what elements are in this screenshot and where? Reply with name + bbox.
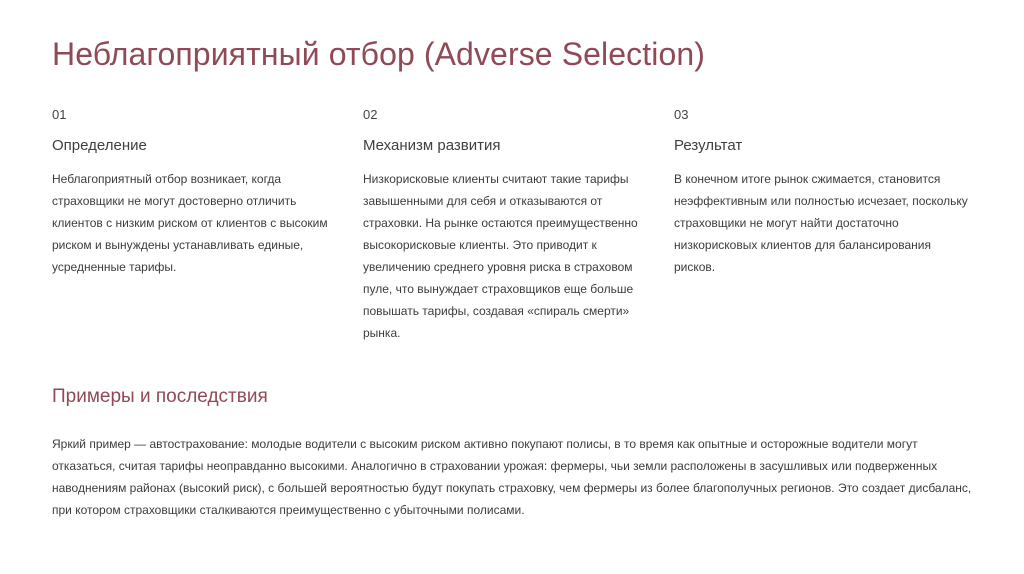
column-definition xyxy=(52,106,344,278)
column-result xyxy=(674,106,974,278)
column-number: 01 xyxy=(52,107,67,122)
column-text: В конечном итоге рынок сжимается, становится неэффективным или полностью исчезает, поскольку страховщики не могут найти достаточно низкорисковых клиентов для балансирования рисков. xyxy=(674,172,968,274)
column-number: 02 xyxy=(363,107,378,122)
column-heading: Результат xyxy=(674,137,743,154)
page-title: Неблагоприятный отбор (Adverse Selection) xyxy=(52,36,705,72)
column-text: Низкорисковые клиенты считают такие тарифы завышенными для себя и отказываются от страховки. На рынке остаются преимущественно высокорисковые клиенты. Это приводит к увеличению среднего уровня риска в страховом пуле, что вынуждает страховщиков еще больше повышать тарифы, создавая «спираль смерти» рынка. xyxy=(363,172,638,340)
examples-heading: Примеры и последствия xyxy=(52,386,268,407)
column-text: Неблагоприятный отбор возникает, когда страховщики не могут достоверно отличить клиентов с низким риском от клиентов с высоким риском и вынуждены устанавливать единые, усредненные тарифы. xyxy=(52,172,328,274)
column-number: 03 xyxy=(674,107,689,122)
examples-text: Яркий пример — автострахование: молодые водители с высоким риском активно покупают полисы, в то время как опытные и осторожные водители могут отказаться, считая тарифы неоправданно высокими. Аналогично в страховании урожая: фермеры, чьи земли расположены в засушливых или подверженных наводнениям районах (высокий риск), с большей вероятностью будут покупать страховку, чем фермеры из более благополучных регионов. Это создает дисбаланс, при котором страховщики сталкиваются преимущественно с убыточными полисами. xyxy=(52,437,972,517)
column-heading: Определение xyxy=(52,137,147,154)
column-heading: Механизм развития xyxy=(363,137,501,154)
column-mechanism xyxy=(363,106,655,344)
